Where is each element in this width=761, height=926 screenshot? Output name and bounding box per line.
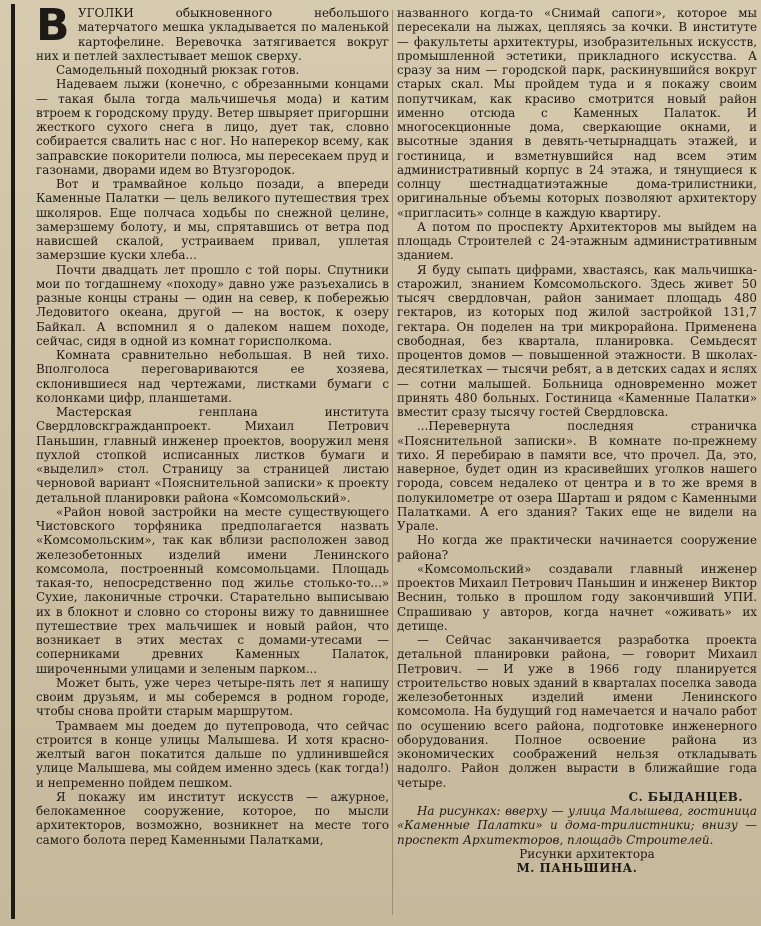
paragraph: «Комсомольский» создавали главный инженер проектов Михаил Петрович Паньшин и инженер Виктор Веснин, только в прошлом году закончивший УПИ. Спрашиваю у авторов, когда начнет «оживать» их детище. — [397, 561, 757, 633]
paragraph: «Район новой застройки на месте существующего Чистовского торфяника предполагается назвать «Комсомольским», так как вблизи расположен завод железобетонных изделий имени Ленинского комсомола, построенный комсомольцами. Площадь такая-то, непосредственно под жилье столько-то...» Сухие, лаконичные строчки. Старательно выписываю их в блокнот и словно со стороны вижу то давнишнее путешествие трех мальчишек и новый район, что возникает в этих местах с домами-утесами — соперниками древних Каменных Палаток, широченными улицами и зеленым парком... — [36, 504, 389, 676]
paragraph: названного когда-то «Снимай сапоги», которое мы пересекали на лыжах, цепляясь за кочки. В институте — факультеты архитектуры, изобразительных искусств, промышленной эстетики, прикладного искусства. А сразу за ним — городской парк, раскинувшийся вокруг старых скал. Мы пройдем туда и я покажу своим попутчикам, как красиво смотрится новый район именно отсюда с Каменных Палаток. И многосекционные дома, сверкающие окнами, и высотные здания в девять-четырнадцать этажей, и гостиница, и взметнувшийся над всем этим административный корпус в 24 этажа, и тянущиеся к солнцу шестнадцатиэтажные дома-трилистники, оригинальные объемы которых позволяют архитектору «пригласить» солнце в каждую квартиру. — [397, 6, 757, 220]
credit-name: М. ПАНЬШИНА. — [516, 861, 638, 875]
paragraph: Мастерская генплана института Свердловскгражданпроект. Михаил Петрович Паньшин, главный инженер проектов, вооружил меня пухлой стопкой исписанных листков бумаги и «выделил» стол. Страницу за страницей листаю черновой вариант «Пояснительной записки» к проекту детальной планировки района «Комсомольский». — [36, 405, 389, 505]
drop-cap: В — [36, 6, 70, 51]
paragraph: Вот и трамвайное кольцо позади, а впереди Каменные Палатки — цель великого путешествия трех школяров. Еще полчаса ходьбы по снежной целине, замерзшему болоту, и мы, спрятавшись от ветра под нависшей скалой, устраиваем привал, уплетая замерзшие куски хлеба... — [36, 177, 389, 263]
paragraph: Комната сравнительно небольшая. В ней тихо. Вполголоса переговариваются ее хозяева, склонившиеся над чертежами, листками бумаги с колонками цифр, планшетами. — [36, 348, 389, 405]
paragraph: Может быть, уже через четыре-пять лет я напишу своим друзьям, и мы соберемся в родном городе, чтобы снова пройти старым маршрутом. — [36, 675, 389, 719]
paragraph: Но когда же практически начинается сооружение района? — [397, 533, 757, 562]
paragraph: Надеваем лыжи (конечно, с обрезанными концами — такая была тогда мальчишечья мода) и катим втроем к городскому пруду. Ветер швыряет пригоршни жесткого сухого снега в лицо, дует так, словно собирается свалить нас с ног. Но наперекор всему, как заправские покорители полюса, мы пересекаем пруд и газонами, дворами идем во Втузгородок. — [36, 77, 389, 177]
lede-paragraph — [36, 6, 389, 63]
lede-text: УГОЛКИ обыкновенного небольшого матерчатого мешка укладывается по маленькой картофелине. Веревочка затягивается вокруг них и петлей захлестывает мешок сверху. — [36, 6, 389, 63]
paragraph: Я покажу им институт искусств — ажурное, белокаменное сооружение, которое, по мысли архитекторов, возможно, возникнет на месте того самого болота перед Каменными Палатками, — [36, 789, 389, 847]
paragraph: А потом по проспекту Архитекторов мы выйдем на площадь Строителей с 24-этажным административным зданием. — [397, 219, 757, 263]
credit-label: Рисунки архитектора — [519, 846, 655, 861]
illustration-caption: На рисунках: вверху — улица Малышева, гостиница «Каменные Палатки» и дома-трилистники; внизу — проспект Архитекторов, площадь Строителей. — [397, 804, 757, 847]
article-left-column — [36, 6, 389, 922]
paragraph: Я буду сыпать цифрами, хвастаясь, как мальчишка-старожил, знанием Комсомольского. Здесь живет 50 тысяч свердловчан, район занимает площадь 480 гектаров, из которых под жилой застройкой 131,7 гектара. Он поделен на три микрорайона. Применена свободная, без квартала, планировка. Семьдесят процентов домов — повышенной этажности. В школах-десятилетках — тысячи ребят, а в детских садах и яслях — сотни малышей. Больница одновременно может принять 480 больных. Гостиница «Каменные Палатки» вместит сразу тысячу гостей Свердловска. — [397, 262, 757, 419]
paragraph: Почти двадцать лет прошло с той поры. Спутники мои по тогдашнему «походу» давно уже разъехались в разные концы страны — один на север, к побережью Ледовитого океана, другой — на восток, к озеру Байкал. А вспомнил я о далеком нашем походе, сейчас, сидя в одной из комнат горисполкома. — [36, 262, 389, 348]
column-separator — [392, 10, 393, 915]
paragraph: Самодельный походный рюкзак готов. — [56, 63, 300, 77]
paragraph: Трамваем мы доедем до путепровода, что сейчас строится в конце улицы Малышева. И хотя красно-желтый вагон покатится дальше по удлинившейся улице Малышева, мы сойдем именно здесь (как тогда!) и непременно пойдем пешком. — [36, 718, 389, 790]
left-border-rule — [11, 4, 15, 919]
illustration-credit — [397, 847, 757, 876]
author-signature: С. БЫДАНЦЕВ. — [628, 789, 743, 804]
paragraph: ...Перевернута последняя страничка «Пояснительной записки». В комнате по-прежнему тихо. Я перебираю в памяти все, что прочел. Да, это, наверное, будет один из красивейших уголков нашего города, совсем недалеко от центра и в то же время в полукилометре от озера Шарташ и рядом с Каменными Палатками. А его здания? Таких еще не видели на Урале. — [397, 419, 757, 533]
paragraph: — Сейчас заканчивается разработка проекта детальной планировки района, — говорит Михаил Петрович. — И уже в 1966 году планируется строительство новых зданий в кварталах поселка завода железобетонных изделий имени Ленинского комсомола. На будущий год намечается и начало работ по осушению всего района, подготовке инженерного оборудования. Полное освоение района из экономических соображений нельзя откладывать надолго. Район должен вырасти в ближайшие года четыре. — [397, 633, 757, 790]
article-right-column — [397, 6, 757, 922]
